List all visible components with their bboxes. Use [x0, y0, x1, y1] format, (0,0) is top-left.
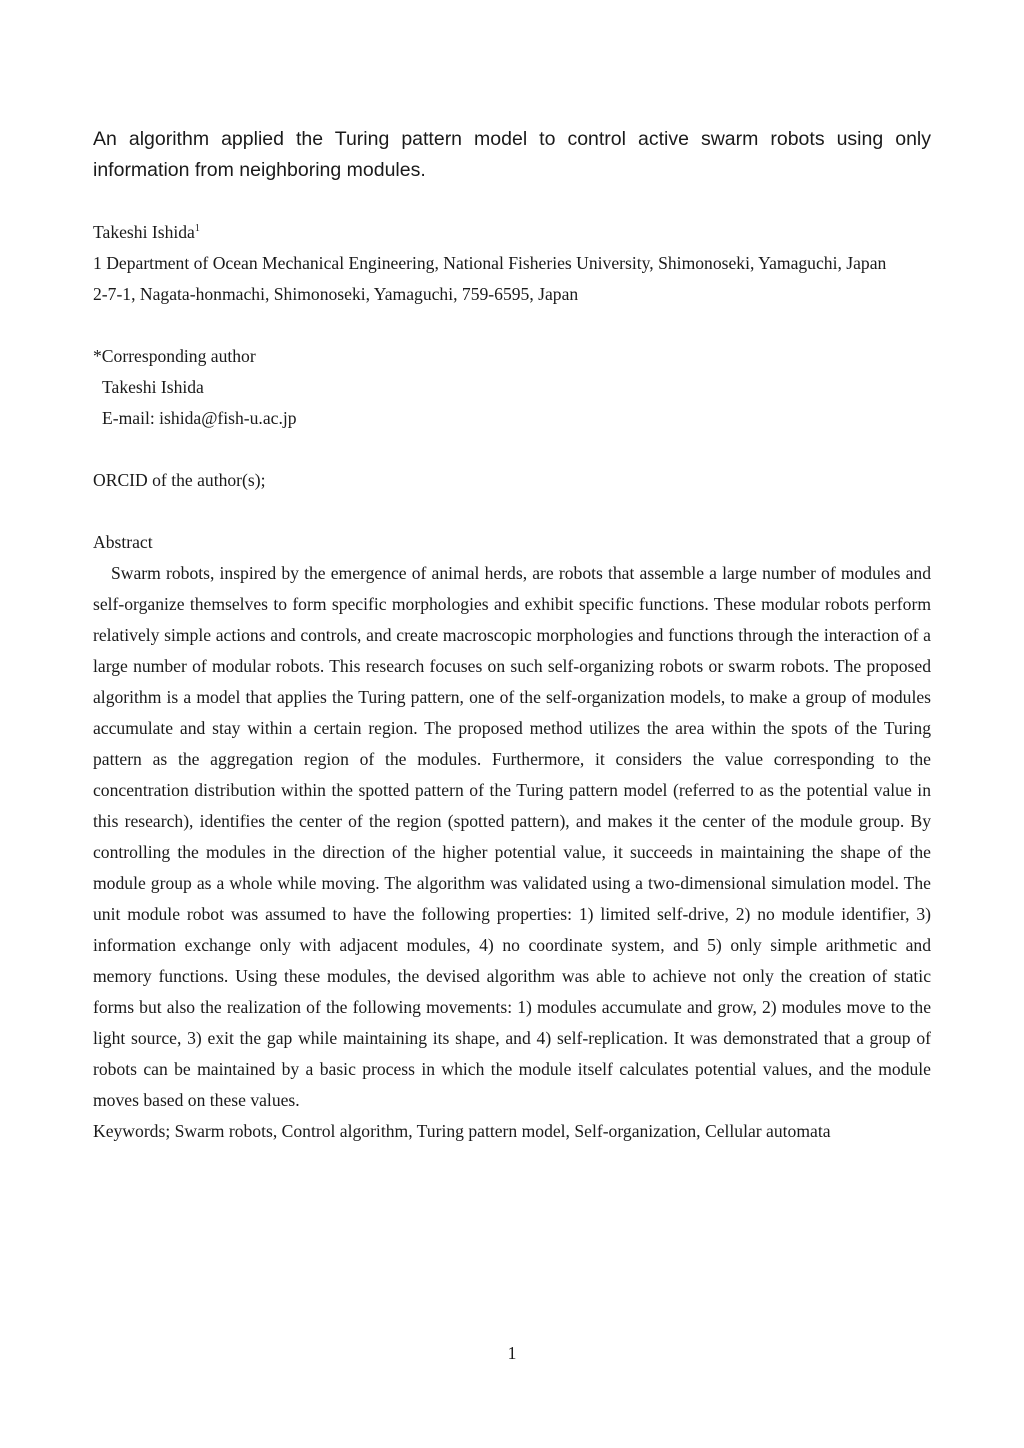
orcid-block [93, 465, 931, 496]
abstract-body: Swarm robots, inspired by the emergence of animal herds, are robots that assemble a large number of modules and self-organize themselves to form specific morphologies and exhibit specific functions. These modular robots perform relatively simple actions and controls, and create macroscopic morphologies and functions through the interaction of a large number of modular robots. This research focuses on such self-organizing robots or swarm robots. The proposed algorithm is a model that applies the Turing pattern, one of the self-organization models, to make a group of modules accumulate and stay within a certain region. The proposed method utilizes the area within the spots of the Turing pattern as the aggregation region of the modules. Furthermore, it considers the value corresponding to the concentration distribution within the spotted pattern of the Turing pattern model (referred to as the potential value in this research), identifies the center of the region (spotted pattern), and makes it the center of the module group. By controlling the modules in the direction of the higher potential value, it succeeds in maintaining the shape of the module group as a whole while moving. The algorithm was validated using a two-dimensional simulation model. The unit module robot was assumed to have the following properties: 1) limited self-drive, 2) no module identifier, 3) information exchange only with adjacent modules, 4) no coordinate system, and 5) only simple arithmetic and memory functions. Using these modules, the devised algorithm was able to achieve not only the creation of static forms but also the realization of the following movements: 1) modules accumulate and grow, 2) modules move to the light source, 3) exit the gap while maintaining its shape, and 4) self-replication. It was demonstrated that a group of robots can be maintained by a basic process in which the module itself calculates potential values, and the module moves based on these values. [93, 563, 931, 1110]
abstract-heading: Abstract [93, 532, 153, 552]
author-block [93, 217, 931, 310]
corresponding-block [93, 341, 931, 434]
spacer [93, 496, 931, 527]
page-number: 1 [507, 1343, 517, 1363]
corresponding-heading: *Corresponding author [93, 346, 256, 366]
author-name [93, 217, 931, 248]
corresponding-email: E-mail: ishida@fish-u.ac.jp [102, 408, 297, 428]
author-name-text: Takeshi Ishida [93, 222, 195, 242]
spacer [93, 434, 931, 465]
author-superscript: 1 [194, 223, 200, 234]
spacer [93, 186, 931, 217]
abstract-section [93, 527, 931, 1147]
keywords: Keywords; Swarm robots, Control algorithm, Turing pattern model, Self-organization, Cellular automata [93, 1121, 831, 1141]
paper-title: An algorithm applied the Turing pattern model to control active swarm robots using only information from neighboring modules. [93, 128, 931, 181]
paper-page [93, 124, 931, 1147]
corresponding-name: Takeshi Ishida [102, 377, 204, 397]
address: 2-7-1, Nagata-honmachi, Shimonoseki, Yamaguchi, 759-6595, Japan [93, 284, 579, 304]
spacer [93, 310, 931, 341]
affiliation: 1 Department of Ocean Mechanical Engineering, National Fisheries University, Shimonoseki, Yamaguchi, Japan [93, 253, 887, 273]
orcid-line: ORCID of the author(s); [93, 470, 266, 490]
